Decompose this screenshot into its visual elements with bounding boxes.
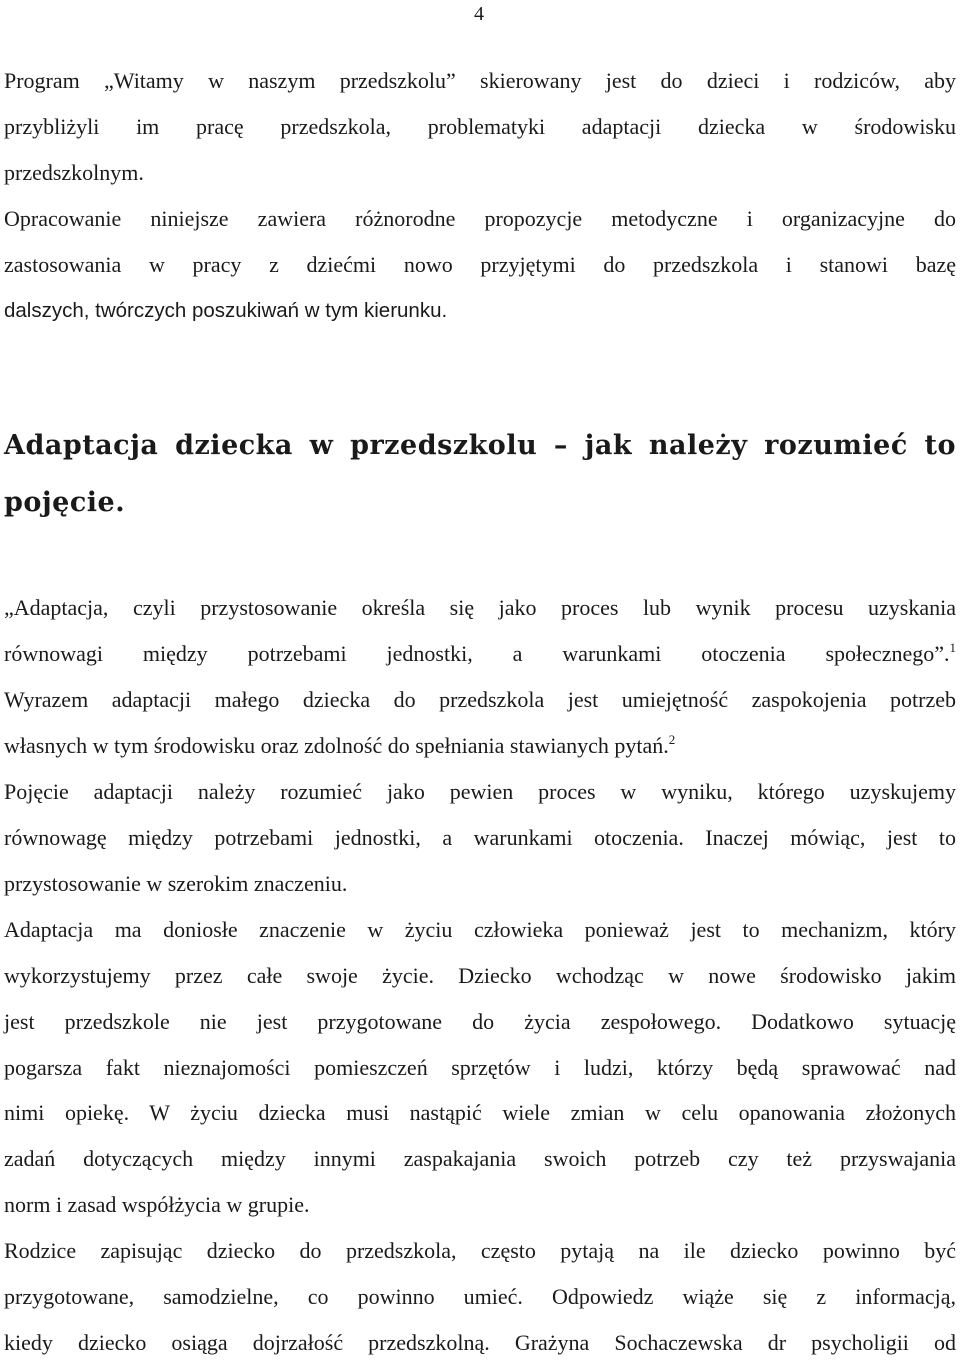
body-line-14: norm i zasad współżycia w grupie. bbox=[4, 1192, 310, 1218]
body-line-10: jest przedszkole nie jest przygotowane do życia zespołowego. Dodatkowo sytuację bbox=[4, 1008, 956, 1034]
footnote-ref-1[interactable]: 1 bbox=[949, 640, 956, 656]
body-line-15: Rodzice zapisując dziecko do przedszkola, często pytają na ile dziecko powinno być bbox=[4, 1238, 956, 1264]
section-heading-line-2: pojęcie. bbox=[4, 487, 126, 519]
section-heading-line-1: Adaptacja dziecka w przedszkolu – jak należy rozumieć to bbox=[4, 430, 956, 462]
intro-line-3: przedszkolnym. bbox=[4, 159, 144, 185]
body-line-4 bbox=[4, 723, 956, 769]
page-number: 4 bbox=[474, 3, 484, 25]
intro-line-6: dalszych, twórczych poszukiwań w tym kierunku. bbox=[4, 298, 448, 322]
footnote-ref-2[interactable]: 2 bbox=[668, 732, 676, 748]
intro-line-1: Program „Witamy w naszym przedszkolu” skierowany jest do dzieci i rodziców, aby bbox=[4, 68, 956, 93]
body-line-6: równowagę między potrzebami jednostki, a warunkami otoczenia. Inaczej mówiąc, jest to bbox=[4, 824, 956, 850]
body-line-13: zadań dotyczących między innymi zaspakajania swoich potrzeb czy też przyswajania bbox=[4, 1146, 956, 1172]
intro-line-2: przybliżyli im pracę przedszkola, problematyki adaptacji dziecka w środowisku bbox=[4, 113, 956, 139]
body-line-4-text: własnych w tym środowisku oraz zdolność do spełniania stawianych pytań. bbox=[4, 733, 669, 759]
body-line-8: Adaptacja ma doniosłe znaczenie w życiu człowieka ponieważ jest to mechanizm, który bbox=[4, 916, 956, 942]
body-line-1: „Adaptacja, czyli przystosowanie określa się jako proces lub wynik procesu uzyskania bbox=[4, 595, 956, 621]
intro-line-5: zastosowania w pracy z dziećmi nowo przyjętymi do przedszkola i stanowi bazę bbox=[4, 251, 956, 277]
intro-line-4: Opracowanie niniejsze zawiera różnorodne propozycje metodyczne i organizacyjne do bbox=[4, 205, 956, 231]
body-line-3: Wyrazem adaptacji małego dziecka do przedszkola jest umiejętność zaspokojenia potrzeb bbox=[4, 687, 956, 713]
body-line-2-text: równowagi między potrzebami jednostki, a warunkami otoczenia społecznego”. bbox=[4, 641, 950, 667]
body-line-7: przystosowanie w szerokim znaczeniu. bbox=[4, 870, 348, 896]
document-body bbox=[4, 58, 956, 1366]
body-line-11: pogarsza fakt nieznajomości pomieszczeń sprzętów i ludzi, którzy będą sprawować nad bbox=[4, 1054, 956, 1080]
body-line-12: nimi opiekę. W życiu dziecka musi nastąpić wiele zmian w celu opanowania złożonych bbox=[4, 1100, 956, 1126]
body-line-5: Pojęcie adaptacji należy rozumieć jako pewien proces w wyniku, którego uzyskujemy bbox=[4, 779, 956, 805]
body-line-16: przygotowane, samodzielne, co powinno umieć. Odpowiedz wiąże się z informacją, bbox=[4, 1284, 956, 1310]
body-line-17: kiedy dziecko osiąga dojrzałość przedszkolną. Grażyna Sochaczewska dr psycholigii od bbox=[4, 1329, 956, 1355]
body-line-2 bbox=[4, 631, 956, 677]
body-line-9: wykorzystujemy przez całe swoje życie. Dziecko wchodząc w nowe środowisko jakim bbox=[4, 962, 956, 988]
